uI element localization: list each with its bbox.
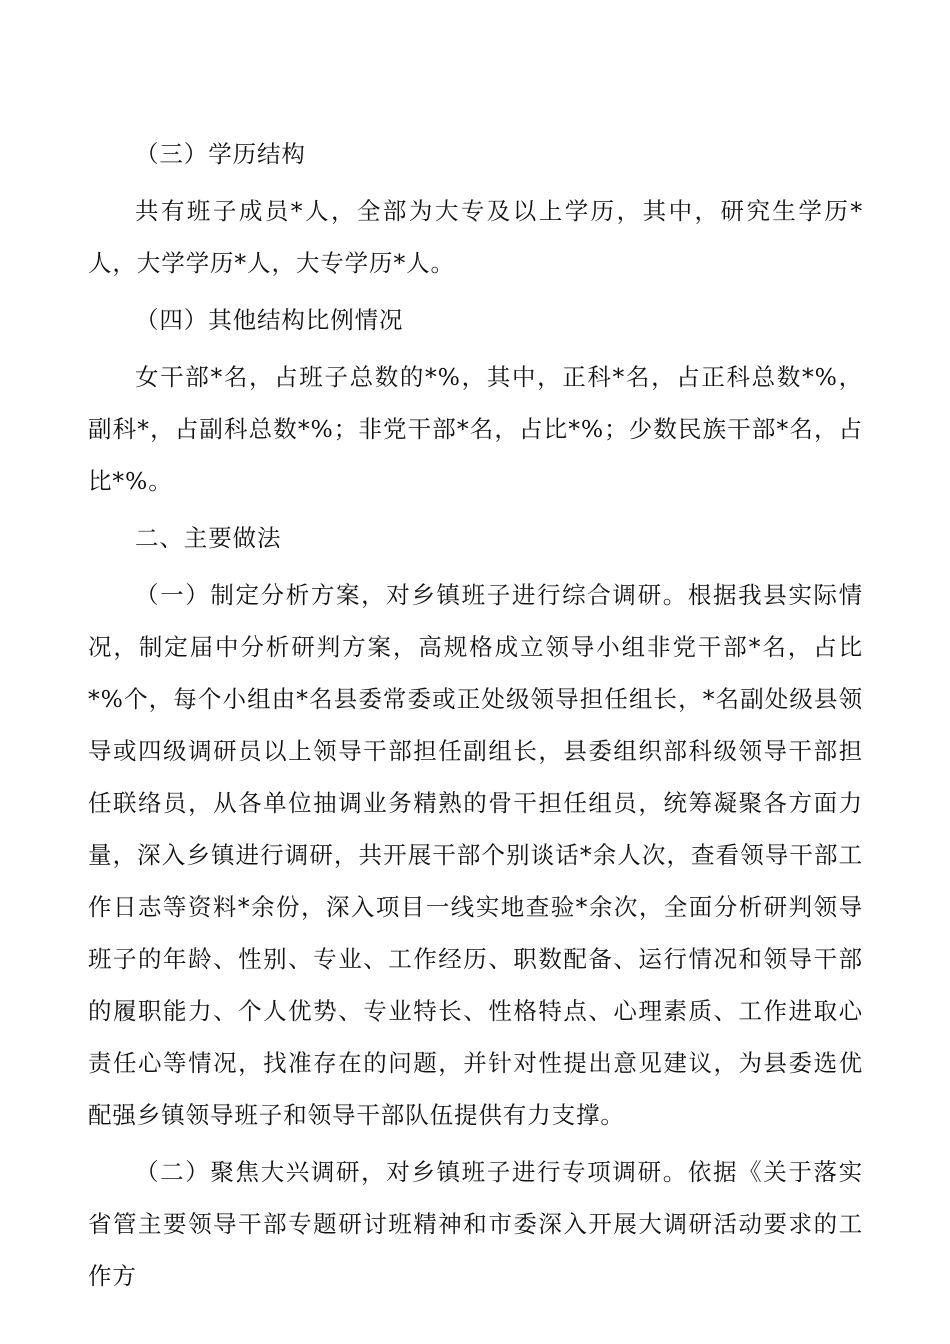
section-4-heading: （四）其他结构比例情况	[135, 306, 404, 334]
section-4-paragraph: 女干部*名，占班子总数的*%，其中，正科*名，占正科总数*%，副科*，占副科总数*%；非党干部*名，占比*%；少数民族干部*名，占比*%。	[88, 363, 863, 495]
part-2-heading: 二、主要做法	[135, 524, 282, 552]
practice-2-paragraph: （二）聚焦大兴调研，对乡镇班子进行专项调研。依据《关于落实省管主要领导干部专题研讨班精神和市委深入开展大调研活动要求的工作方	[88, 1158, 863, 1290]
practice-1-paragraph: （一）制定分析方案，对乡镇班子进行综合调研。根据我县实际情况，制定届中分析研判方案，高规格成立领导小组非党干部*名，占比*%个，每个小组由*名县委常委或正处级领导担任组长，*名副处级县领导或四级调研员以上领导干部担任副组长，县委组织部科级领导干部担任联络员，从各单位抽调业务精熟的骨干担任组员，统筹凝聚各方面力量，深入乡镇进行调研，共开展干部个别谈话*余人次，查看领导干部工作日志等资料*余份，深入项目一线实地查验*余次，全面分析研判领导班子的年龄、性别、专业、工作经历、职数配备、运行情况和领导干部的履职能力、个人优势、专业特长、性格特点、心理素质、工作进取心责任心等情况，找准存在的问题，并针对性提出意见建议，为县委选优配强乡镇领导班子和领导干部队伍提供有力支撑。	[88, 581, 863, 1129]
section-3-heading: （三）学历结构	[135, 140, 306, 168]
document-body	[88, 128, 863, 1302]
section-3-paragraph: 共有班子成员*人，全部为大专及以上学历，其中，研究生学历*人，大学学历*人，大专学历*人。	[88, 197, 863, 277]
